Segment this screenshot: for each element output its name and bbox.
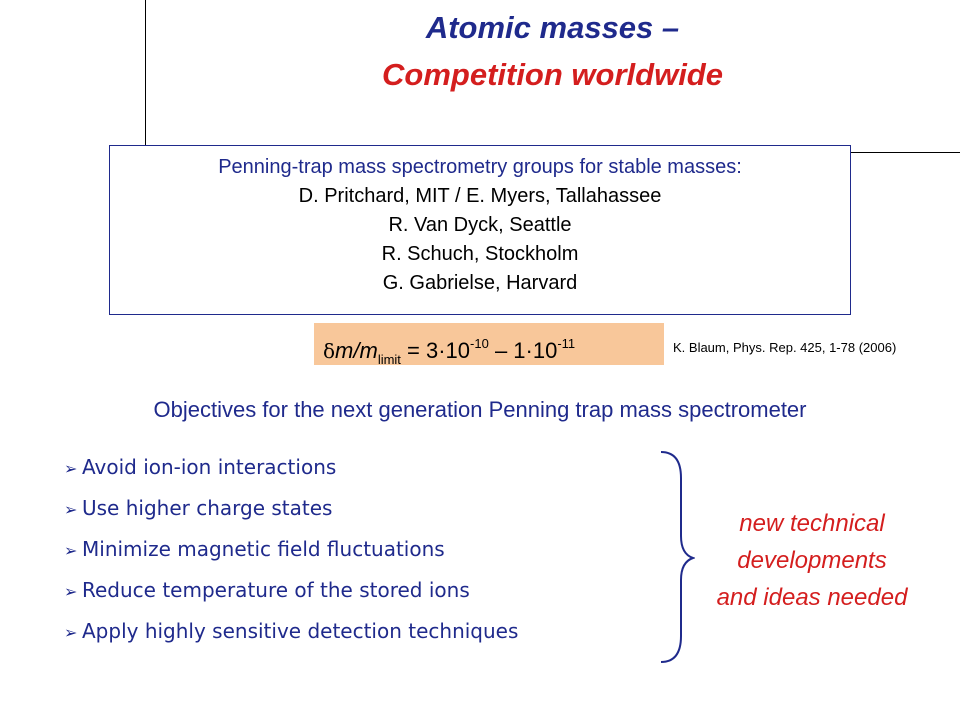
arrow-bullet-icon: ➢ <box>64 623 78 642</box>
list-item-text: Use higher charge states <box>82 496 333 520</box>
mass-limit-formula <box>314 323 664 365</box>
groups-heading: Penning-trap mass spectrometry groups for stable masses: <box>218 156 742 178</box>
arrow-bullet-icon: ➢ <box>64 541 78 560</box>
formula-dash: – 1·10 <box>488 338 558 363</box>
formula-ratio: m/m <box>335 338 378 363</box>
list-item-text: Avoid ion-ion interactions <box>82 455 337 479</box>
formula-equals: = 3·10 <box>400 338 471 363</box>
arrow-bullet-icon: ➢ <box>64 500 78 519</box>
list-item <box>64 616 518 657</box>
slide-title: Atomic masses – <box>425 10 680 45</box>
conclusion-line: and ideas needed <box>716 584 908 611</box>
arrow-bullet-icon: ➢ <box>64 582 78 601</box>
arrow-bullet-icon: ➢ <box>64 459 78 478</box>
group-entry: R. Van Dyck, Seattle <box>388 214 572 236</box>
conclusion-line: new technical <box>739 510 885 537</box>
list-item-text: Reduce temperature of the stored ions <box>82 578 470 602</box>
conclusion-text <box>684 505 940 616</box>
delta-symbol: δ <box>323 339 336 363</box>
groups-box <box>109 145 851 315</box>
conclusion-line: developments <box>737 547 887 574</box>
group-entry: R. Schuch, Stockholm <box>381 243 579 265</box>
objectives-list <box>64 452 518 657</box>
reference-citation: K. Blaum, Phys. Rep. 425, 1-78 (2006) <box>673 340 897 355</box>
list-item <box>64 493 518 534</box>
groups-list <box>110 182 850 298</box>
formula-subscript: limit <box>377 352 401 367</box>
slide-subtitle: Competition worldwide <box>382 57 723 92</box>
list-item <box>64 575 518 616</box>
formula-exponent-2: -11 <box>557 336 576 351</box>
list-item-text: Minimize magnetic field fluctuations <box>82 537 445 561</box>
group-entry: G. Gabrielse, Harvard <box>382 272 578 294</box>
list-item-text: Apply highly sensitive detection techniques <box>82 619 519 643</box>
list-item <box>64 534 518 575</box>
group-entry: D. Pritchard, MIT / E. Myers, Tallahassee <box>298 185 662 207</box>
list-item <box>64 452 518 493</box>
formula-exponent-1: -10 <box>470 336 489 351</box>
objectives-heading: Objectives for the next generation Penning trap mass spectrometer <box>153 397 807 422</box>
